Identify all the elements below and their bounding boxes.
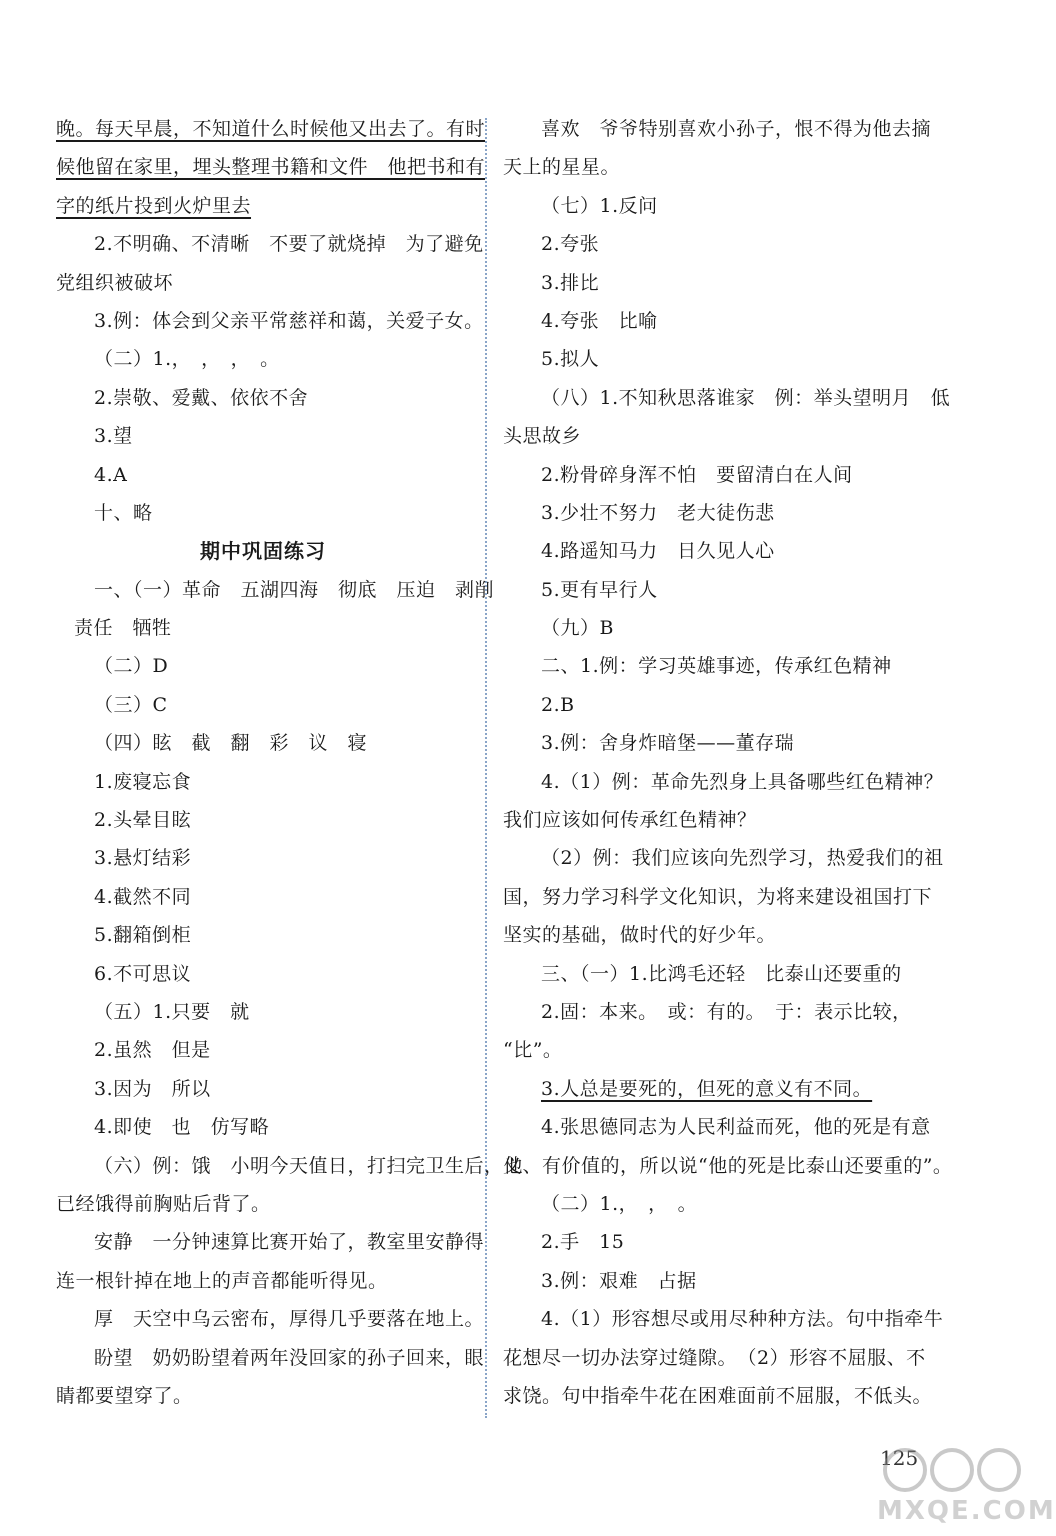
text-line: 晚。每天早晨，不知道什么时候他又出去了。有时 [56,118,486,140]
text-line: 党组织被破坏 [56,271,174,294]
text-line: 4.夸张 比喻 [541,309,658,332]
text-line: （八）1.不知秋思落谁家 例：举头望明月 低 [541,386,951,409]
text-line: （六）例：饿 小明今天值日，打扫完卫生后，他 [94,1154,524,1177]
text-line: 4.张思德同志为人民利益而死，他的死是有意 [541,1116,931,1139]
text-line: 3.少壮不努力 老大徒伤悲 [541,501,775,524]
text-line: 义、有价值的，所以说“他的死是比泰山还要重的”。 [503,1154,953,1177]
text-line: 天上的星星。 [503,156,621,179]
page-number: 125 [880,1446,919,1470]
text-line: （五）1.只要 就 [94,1000,250,1023]
text-line: 盼望 奶奶盼望着两年没回家的孙子回来，眼 [94,1346,485,1369]
watermark [877,1446,1056,1526]
text-line: 厚 天空中乌云密布，厚得几乎要落在地上。 [94,1308,485,1331]
text-line: 4.路遥知马力 日久见人心 [541,540,775,563]
text-line: 2.B [541,693,575,716]
text-line: 6.不可思议 [94,962,192,985]
text-line: 候他留在家里，埋头整理书籍和文件 他把书和有 [56,156,486,179]
text-line: （二）1.， ， 。 [541,1192,698,1215]
text-line: 1.废寝忘食 [94,770,192,793]
column-divider [485,118,487,1418]
text-line: 2.固：本来。 或：有的。 于：表示比较， [541,1000,912,1023]
text-line: 2.夸张 [541,233,600,256]
text-line: 睛都要望穿了。 [56,1384,193,1407]
text-line: 三、（一）1.比鸿毛还轻 比泰山还要重的 [541,962,902,985]
text-line: 3.例：舍身炸暗堡——董存瑞 [541,732,795,755]
text-line: 坚实的基础，做时代的好少年。 [503,924,777,947]
text-line: 2.崇敬、爱戴、依依不舍 [94,386,309,409]
text-line: 我们应该如何传承红色精神？ [503,809,757,832]
text-line: 已经饿得前胸贴后背了。 [56,1192,271,1215]
text-line: 2.虽然 但是 [94,1039,211,1062]
text-line: 5.更有早行人 [541,578,658,601]
text-line: 二、1.例：学习英雄事迹，传承红色精神 [541,655,892,678]
text-line: 4.A [94,463,128,486]
text-line: 3.排比 [541,271,600,294]
text-line: 安静 一分钟速算比赛开始了，教室里安静得 [94,1231,485,1254]
text-line: 字的纸片投到火炉里去 [56,194,252,217]
watermark-logo-icon [877,1446,1027,1496]
text-line: 3.望 [94,425,133,448]
text-line: 4.截然不同 [94,885,192,908]
text-line: 喜欢 爷爷特别喜欢小孙子，恨不得为他去摘 [541,118,932,140]
text-line: 国，努力学习科学文化知识，为将来建设祖国打下 [503,885,933,908]
right-column [503,110,953,1415]
text-line: 5.拟人 [541,348,600,371]
text-line: 3.人总是要死的，但死的意义有不同。 [541,1077,873,1100]
text-line: 连一根针掉在地上的声音都能听得见。 [56,1269,388,1292]
text-line: 头思故乡 [503,425,582,448]
watermark-text: MXQE.COM [877,1496,1056,1526]
text-line: （三）C [94,693,168,716]
text-line: 5.翻箱倒柜 [94,924,192,947]
text-line: 十、略 [94,501,153,524]
text-line: 3.例：体会到父亲平常慈祥和蔼，关爱子女。 [94,309,484,332]
text-line: 3.悬灯结彩 [94,847,192,870]
text-line: 3.例：艰难 占据 [541,1269,697,1292]
text-line: （2）例：我们应该向先烈学习，热爱我们的祖 [541,847,944,870]
text-line: 花想尽一切办法穿过缝隙。 （2）形容不屈服、不 [503,1346,926,1369]
text-line: 求饶。句中指牵牛花在困难面前不屈服，不低头。 [503,1384,933,1407]
text-line: （二）1.， ， ， 。 [94,348,280,371]
text-line: “比”。 [503,1039,563,1062]
text-line: 4.（1）例：革命先烈身上具备哪些红色精神？ [541,770,944,793]
text-line: 2.粉骨碎身浑不怕 要留清白在人间 [541,463,853,486]
section-heading: 期中巩固练习 [200,539,326,564]
text-line: 4.（1）形容想尽或用尽种种方法。句中指牵牛 [541,1308,944,1331]
text-line: 一、（一）革命 五湖四海 彻底 压迫 剥削 [94,578,495,601]
text-line: 3.因为 所以 [94,1077,211,1100]
text-line: （九）B [541,617,614,640]
text-line: （七）1.反问 [541,194,658,217]
text-line: 2.头晕目眩 [94,809,192,832]
text-line: 2.手 15 [541,1231,625,1254]
text-line: 责任 牺牲 [74,617,172,640]
text-line: 2.不明确、不清晰 不要了就烧掉 为了避免 [94,233,484,256]
text-line: （二）D [94,655,169,678]
left-column [56,110,524,1415]
text-line: （四）眩 截 翻 彩 议 寝 [94,732,368,755]
text-line: 4.即使 也 仿写略 [94,1116,270,1139]
